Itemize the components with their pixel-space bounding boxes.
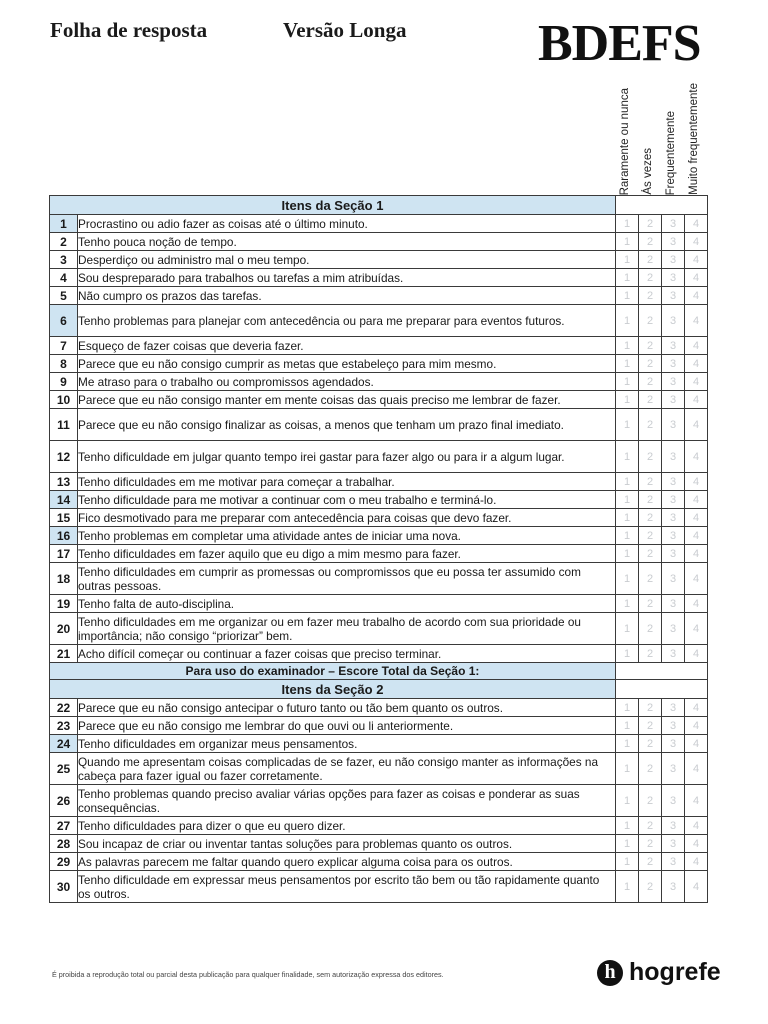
item-number: 1: [50, 215, 78, 233]
score-option-3[interactable]: 3: [662, 491, 685, 509]
publisher-logo: [597, 958, 721, 987]
item-number: 19: [50, 595, 78, 613]
item-number: 15: [50, 509, 78, 527]
item-row: [50, 355, 708, 373]
score-option-3[interactable]: 3: [662, 835, 685, 853]
score-option-4[interactable]: 4: [685, 441, 708, 473]
score-option-4[interactable]: 4: [685, 305, 708, 337]
item-number: 6: [50, 305, 78, 337]
score-option-4[interactable]: 4: [685, 373, 708, 391]
score-option-4[interactable]: 4: [685, 717, 708, 735]
score-option-4[interactable]: 4: [685, 215, 708, 233]
score-option-1[interactable]: 1: [616, 545, 639, 563]
item-row: [50, 717, 708, 735]
answer-table: [49, 195, 708, 903]
score-option-2[interactable]: 2: [639, 287, 662, 305]
score-option-1[interactable]: 1: [616, 233, 639, 251]
examiner-total-label: Para uso do examinador – Escore Total da Seção 1:: [50, 663, 616, 680]
score-option-3[interactable]: 3: [662, 871, 685, 903]
score-option-2[interactable]: 2: [639, 509, 662, 527]
hogrefe-logo-icon: h: [597, 960, 623, 986]
score-option-4[interactable]: 4: [685, 509, 708, 527]
item-row: [50, 441, 708, 473]
score-option-2[interactable]: 2: [639, 409, 662, 441]
score-option-4[interactable]: 4: [685, 545, 708, 563]
item-row: [50, 527, 708, 545]
section-header-blank: [616, 680, 708, 699]
score-option-4[interactable]: 4: [685, 871, 708, 903]
item-text: Sou despreparado para trabalhos ou tarefas a mim atribuídas.: [78, 269, 616, 287]
score-option-3[interactable]: 3: [662, 613, 685, 645]
score-option-1[interactable]: 1: [616, 373, 639, 391]
section-header-blank: [616, 196, 708, 215]
score-option-4[interactable]: 4: [685, 491, 708, 509]
item-row: [50, 645, 708, 663]
score-option-4[interactable]: 4: [685, 409, 708, 441]
item-number: 25: [50, 753, 78, 785]
score-option-4[interactable]: 4: [685, 595, 708, 613]
score-option-1[interactable]: 1: [616, 753, 639, 785]
score-option-2[interactable]: 2: [639, 491, 662, 509]
item-row: [50, 785, 708, 817]
score-option-2[interactable]: 2: [639, 699, 662, 717]
score-option-1[interactable]: 1: [616, 305, 639, 337]
score-option-1[interactable]: 1: [616, 391, 639, 409]
score-option-4[interactable]: 4: [685, 699, 708, 717]
item-row: [50, 287, 708, 305]
item-row: [50, 595, 708, 613]
item-text: Tenho dificuldade para me motivar a continuar com o meu trabalho e terminá-lo.: [78, 491, 616, 509]
score-option-1[interactable]: 1: [616, 595, 639, 613]
item-row: [50, 735, 708, 753]
item-row: [50, 491, 708, 509]
item-number: 12: [50, 441, 78, 473]
score-option-3[interactable]: 3: [662, 287, 685, 305]
item-text: Tenho problemas quando preciso avaliar várias opções para fazer as coisas e ponderar as suas consequências.: [78, 785, 616, 817]
item-number: 30: [50, 871, 78, 903]
score-option-2[interactable]: 2: [639, 391, 662, 409]
score-option-2[interactable]: 2: [639, 853, 662, 871]
score-option-2[interactable]: 2: [639, 233, 662, 251]
score-option-4[interactable]: 4: [685, 835, 708, 853]
score-option-2[interactable]: 2: [639, 337, 662, 355]
item-number: 16: [50, 527, 78, 545]
item-text: Procrastino ou adio fazer as coisas até o último minuto.: [78, 215, 616, 233]
item-text: Desperdiço ou administro mal o meu tempo.: [78, 251, 616, 269]
score-option-4[interactable]: 4: [685, 785, 708, 817]
score-option-1[interactable]: 1: [616, 409, 639, 441]
score-option-2[interactable]: 2: [639, 645, 662, 663]
score-option-3[interactable]: 3: [662, 817, 685, 835]
column-header-very-frequently: Muito frequentemente: [688, 83, 700, 195]
item-text: Esqueço de fazer coisas que deveria fazer.: [78, 337, 616, 355]
score-option-1[interactable]: 1: [616, 527, 639, 545]
score-option-4[interactable]: 4: [685, 853, 708, 871]
examiner-total-field[interactable]: [616, 663, 708, 680]
item-number: 18: [50, 563, 78, 595]
column-header-sometimes: Às vezes: [642, 148, 654, 195]
score-option-3[interactable]: 3: [662, 645, 685, 663]
publisher-name: hogrefe: [629, 958, 721, 986]
score-option-4[interactable]: 4: [685, 391, 708, 409]
score-option-3[interactable]: 3: [662, 717, 685, 735]
score-option-1[interactable]: 1: [616, 269, 639, 287]
column-header-frequently: Frequentemente: [665, 110, 677, 195]
item-number: 7: [50, 337, 78, 355]
item-text: Acho difícil começar ou continuar a fazer coisas que preciso terminar.: [78, 645, 616, 663]
item-number: 21: [50, 645, 78, 663]
item-text: Parece que eu não consigo me lembrar do que ouvi ou li anteriormente.: [78, 717, 616, 735]
score-option-2[interactable]: 2: [639, 545, 662, 563]
score-option-4[interactable]: 4: [685, 355, 708, 373]
score-option-2[interactable]: 2: [639, 251, 662, 269]
score-option-4[interactable]: 4: [685, 735, 708, 753]
item-row: [50, 753, 708, 785]
item-text: Tenho dificuldades em fazer aquilo que eu digo a mim mesmo para fazer.: [78, 545, 616, 563]
score-option-3[interactable]: 3: [662, 269, 685, 287]
score-option-1[interactable]: 1: [616, 473, 639, 491]
score-option-1[interactable]: 1: [616, 785, 639, 817]
score-option-3[interactable]: 3: [662, 441, 685, 473]
item-row: [50, 613, 708, 645]
item-row: [50, 305, 708, 337]
score-option-3[interactable]: 3: [662, 785, 685, 817]
item-text: Tenho dificuldades para dizer o que eu quero dizer.: [78, 817, 616, 835]
item-text: Tenho dificuldade em julgar quanto tempo irei gastar para fazer algo ou para ir a algum lugar.: [78, 441, 616, 473]
score-option-2[interactable]: 2: [639, 441, 662, 473]
score-option-3[interactable]: 3: [662, 305, 685, 337]
item-row: [50, 337, 708, 355]
score-option-3[interactable]: 3: [662, 853, 685, 871]
item-number: 28: [50, 835, 78, 853]
score-option-4[interactable]: 4: [685, 563, 708, 595]
item-text: Tenho dificuldades em cumprir as promessas ou compromissos que eu possa ter assumido com outras pessoas.: [78, 563, 616, 595]
score-option-4[interactable]: 4: [685, 753, 708, 785]
score-option-1[interactable]: 1: [616, 835, 639, 853]
item-text: Sou incapaz de criar ou inventar tantas soluções para problemas quanto os outros.: [78, 835, 616, 853]
score-option-1[interactable]: 1: [616, 717, 639, 735]
item-number: 8: [50, 355, 78, 373]
item-text: Me atraso para o trabalho ou compromissos agendados.: [78, 373, 616, 391]
score-option-2[interactable]: 2: [639, 735, 662, 753]
section-2-header: Itens da Seção 2: [50, 680, 616, 699]
item-row: [50, 817, 708, 835]
column-header-rarely: Raramente ou nunca: [619, 87, 631, 195]
item-row: [50, 251, 708, 269]
item-number: 9: [50, 373, 78, 391]
score-option-4[interactable]: 4: [685, 645, 708, 663]
score-option-2[interactable]: 2: [639, 563, 662, 595]
item-number: 23: [50, 717, 78, 735]
score-option-2[interactable]: 2: [639, 835, 662, 853]
item-number: 17: [50, 545, 78, 563]
header-title-left: Folha de resposta: [50, 18, 208, 42]
score-option-3[interactable]: 3: [662, 409, 685, 441]
score-option-3[interactable]: 3: [662, 545, 685, 563]
score-option-4[interactable]: 4: [685, 269, 708, 287]
score-option-2[interactable]: 2: [639, 871, 662, 903]
item-text: Parece que eu não consigo antecipar o futuro tanto ou tão bem quanto os outros.: [78, 699, 616, 717]
item-number: 29: [50, 853, 78, 871]
score-option-1[interactable]: 1: [616, 853, 639, 871]
item-text: Tenho dificuldades em me organizar ou em fazer meu trabalho de acordo com sua prioridade ou importância; não consigo “priorizar” bem.: [78, 613, 616, 645]
score-option-1[interactable]: 1: [616, 337, 639, 355]
score-option-4[interactable]: 4: [685, 251, 708, 269]
score-option-1[interactable]: 1: [616, 441, 639, 473]
score-option-2[interactable]: 2: [639, 613, 662, 645]
score-option-1[interactable]: 1: [616, 355, 639, 373]
score-option-2[interactable]: 2: [639, 527, 662, 545]
item-text: Tenho pouca noção de tempo.: [78, 233, 616, 251]
item-number: 22: [50, 699, 78, 717]
score-option-3[interactable]: 3: [662, 251, 685, 269]
item-row: [50, 233, 708, 251]
item-text: Tenho dificuldade em expressar meus pensamentos por escrito tão bem ou tão rapidamente quanto os outros.: [78, 871, 616, 903]
score-option-2[interactable]: 2: [639, 753, 662, 785]
score-option-1[interactable]: 1: [616, 287, 639, 305]
score-option-3[interactable]: 3: [662, 373, 685, 391]
score-option-2[interactable]: 2: [639, 269, 662, 287]
header-title-version: Versão Longa: [283, 18, 407, 42]
item-number: 24: [50, 735, 78, 753]
score-option-4[interactable]: 4: [685, 473, 708, 491]
item-number: 20: [50, 613, 78, 645]
item-row: [50, 215, 708, 233]
item-text: Fico desmotivado para me preparar com antecedência para coisas que devo fazer.: [78, 509, 616, 527]
score-option-1[interactable]: 1: [616, 735, 639, 753]
item-number: 2: [50, 233, 78, 251]
item-number: 27: [50, 817, 78, 835]
score-option-1[interactable]: 1: [616, 491, 639, 509]
score-option-2[interactable]: 2: [639, 473, 662, 491]
item-text: Tenho dificuldades em organizar meus pensamentos.: [78, 735, 616, 753]
bdefs-logo: BDEFS: [538, 15, 701, 72]
item-text: Tenho dificuldades em me motivar para começar a trabalhar.: [78, 473, 616, 491]
copyright-notice: É proibida a reprodução total ou parcial desta publicação para qualquer finalidade, sem autorização expressa dos editores.: [52, 970, 444, 979]
item-number: 5: [50, 287, 78, 305]
item-row: [50, 409, 708, 441]
item-row: [50, 835, 708, 853]
item-number: 3: [50, 251, 78, 269]
score-option-3[interactable]: 3: [662, 527, 685, 545]
score-option-4[interactable]: 4: [685, 337, 708, 355]
score-option-1[interactable]: 1: [616, 251, 639, 269]
item-row: [50, 699, 708, 717]
score-option-3[interactable]: 3: [662, 391, 685, 409]
score-option-1[interactable]: 1: [616, 645, 639, 663]
score-option-3[interactable]: 3: [662, 563, 685, 595]
score-option-3[interactable]: 3: [662, 509, 685, 527]
score-option-1[interactable]: 1: [616, 215, 639, 233]
score-option-2[interactable]: 2: [639, 817, 662, 835]
score-option-1[interactable]: 1: [616, 817, 639, 835]
score-option-3[interactable]: 3: [662, 595, 685, 613]
item-text: Tenho problemas para planejar com antecedência ou para me preparar para eventos futuros.: [78, 305, 616, 337]
item-row: [50, 373, 708, 391]
score-option-2[interactable]: 2: [639, 355, 662, 373]
score-option-1[interactable]: 1: [616, 563, 639, 595]
item-row: [50, 391, 708, 409]
item-text: Parece que eu não consigo manter em mente coisas das quais preciso me lembrar de fazer.: [78, 391, 616, 409]
item-number: 14: [50, 491, 78, 509]
score-option-2[interactable]: 2: [639, 215, 662, 233]
item-text: Parece que eu não consigo finalizar as coisas, a menos que tenham um prazo final imediato.: [78, 409, 616, 441]
score-option-4[interactable]: 4: [685, 817, 708, 835]
item-row: [50, 509, 708, 527]
score-option-1[interactable]: 1: [616, 871, 639, 903]
score-option-4[interactable]: 4: [685, 527, 708, 545]
item-number: 26: [50, 785, 78, 817]
item-text: Quando me apresentam coisas complicadas de se fazer, eu não consigo manter as informações na cabeça para fazer igual ou fazer corretamente.: [78, 753, 616, 785]
item-text: Não cumpro os prazos das tarefas.: [78, 287, 616, 305]
item-row: [50, 545, 708, 563]
score-option-2[interactable]: 2: [639, 717, 662, 735]
item-number: 11: [50, 409, 78, 441]
item-row: [50, 269, 708, 287]
item-number: 13: [50, 473, 78, 491]
score-option-2[interactable]: 2: [639, 785, 662, 817]
score-option-3[interactable]: 3: [662, 355, 685, 373]
score-option-2[interactable]: 2: [639, 305, 662, 337]
item-row: [50, 853, 708, 871]
score-option-3[interactable]: 3: [662, 215, 685, 233]
item-number: 4: [50, 269, 78, 287]
item-number: 10: [50, 391, 78, 409]
score-option-2[interactable]: 2: [639, 373, 662, 391]
score-option-3[interactable]: 3: [662, 753, 685, 785]
score-option-1[interactable]: 1: [616, 509, 639, 527]
score-option-3[interactable]: 3: [662, 337, 685, 355]
item-row: [50, 871, 708, 903]
item-text: Tenho problemas em completar uma atividade antes de iniciar uma nova.: [78, 527, 616, 545]
item-text: Tenho falta de auto-disciplina.: [78, 595, 616, 613]
score-option-1[interactable]: 1: [616, 699, 639, 717]
item-text: As palavras parecem me faltar quando quero explicar alguma coisa para os outros.: [78, 853, 616, 871]
item-row: [50, 563, 708, 595]
score-option-2[interactable]: 2: [639, 595, 662, 613]
score-option-4[interactable]: 4: [685, 233, 708, 251]
section-1-header: Itens da Seção 1: [50, 196, 616, 215]
score-option-3[interactable]: 3: [662, 473, 685, 491]
item-text: Parece que eu não consigo cumprir as metas que estabeleço para mim mesmo.: [78, 355, 616, 373]
score-option-3[interactable]: 3: [662, 233, 685, 251]
item-row: [50, 473, 708, 491]
score-option-4[interactable]: 4: [685, 287, 708, 305]
score-option-1[interactable]: 1: [616, 613, 639, 645]
score-option-3[interactable]: 3: [662, 735, 685, 753]
score-option-4[interactable]: 4: [685, 613, 708, 645]
score-option-3[interactable]: 3: [662, 699, 685, 717]
